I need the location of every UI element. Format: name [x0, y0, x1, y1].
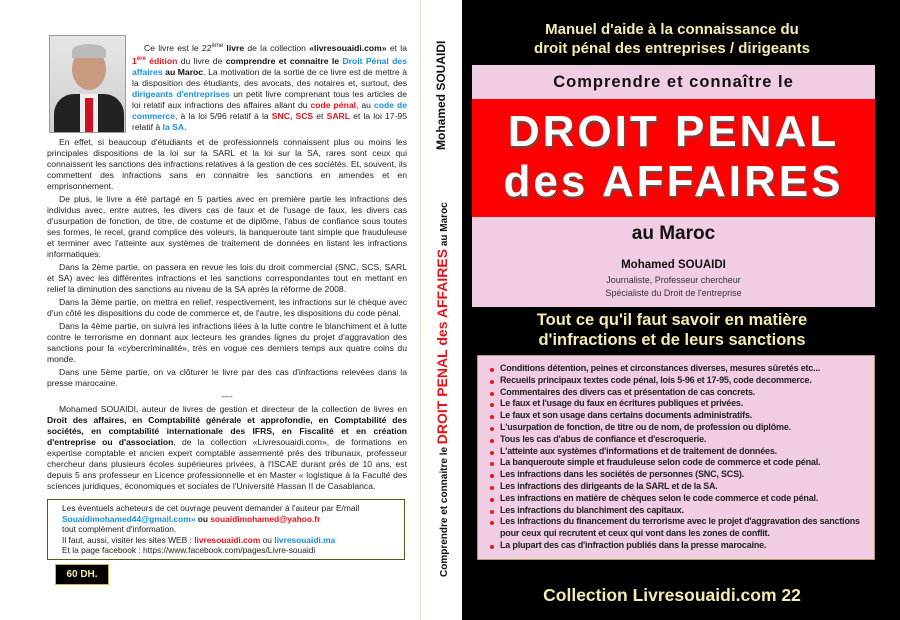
description-paragraph: De plus, le livre a été partagé en 5 parties avec en première partie les infractions des individus avec, entre autres, les divers cas de faux et de l'usage de faux, les divers cas d'usurpation de fonction, de titre, de costume et de diplôme, l'abus de confiance sous toutes ses formes, le recel, grand complice des voleurs, la banqueroute tant simple que frauduleuse et terminer avec l'atteinte aux systèmes de traitement de données en listant les infractions informatiques.	[47, 194, 407, 259]
intro-segment: ème	[211, 43, 224, 49]
intro-segment: livre	[223, 42, 245, 53]
topic-item: Les infractions dans les sociétés de personnes (SNC, SCS).	[490, 469, 868, 481]
author-role: Spécialiste du Droit de l'entreprise	[605, 288, 742, 298]
intro-segment: et la	[386, 42, 407, 53]
intro-paragraph	[47, 35, 407, 137]
separator: ----	[221, 391, 233, 401]
intro-segment: et la loi 17-95 relatif à	[132, 110, 407, 132]
intro-segment: ère	[136, 55, 146, 62]
topic-item: La banqueroute simple et frauduleuse selon code de commerce et code pénal.	[490, 457, 868, 469]
contact-line: tout complément d'information.	[62, 524, 177, 534]
intro-segment: édition	[145, 55, 178, 66]
intro-segment: SARL	[326, 110, 350, 121]
spine-author: Mohamed SOUAIDI	[434, 40, 448, 150]
topic-item: Le faux et l'usage du faux en écritures publiques et privées.	[490, 398, 868, 410]
topic-item: Les infractions en matière de chèques selon le code commerce et code pénal.	[490, 493, 868, 505]
website-link[interactable]: livresouaidi.ma	[274, 534, 336, 545]
intro-segment: , à la loi 5/96 relatif à la	[175, 110, 272, 121]
intro-segment: du livre de	[177, 55, 226, 66]
back-cover	[0, 0, 420, 620]
intro-segment: SNC, SCS	[271, 110, 314, 121]
facebook-line: Et la page facebook : https://www.facebook.com/pages/Livre-souaidi	[62, 545, 316, 555]
tagline: Tout ce qu'il faut savoir en matière d'infractions et de leurs sanctions	[536, 311, 808, 349]
intro-segment: . La motivation de la sortie de ce livre est de mettre à la disposition des étudiants, des avocats, des notaires et, surtout, des	[132, 66, 407, 88]
description-text	[47, 137, 407, 494]
intro-segment: 1	[132, 55, 137, 66]
author-bio: Mohamed SOUAIDI, auteur de livres de gestion et directeur de la collection de livres en Droit des affaires, en Comptabilité générale et approfondie, en Comptabilité des sociétés, en comptabilité internationale des IFRS, en Fiscalité et en création d'entreprise ou d'association, de la collection «Livresouaidi.com», de formations en expertise comptable et ancien expert comptable assermenté prés des tribunaux, professeur chercheur dans plusieurs écoles supérieures privées, à l'ISCAE durant prés de 10 ans, est depuis 5 ans professeur en Licence professionnelle et en Master « logistique à la Faculté des sciences juridiques, économiques et sociales de l'Université Hassan II de Casablanca.	[47, 404, 407, 491]
topic-item: Le faux et son usage dans certains documents administratifs.	[490, 410, 868, 422]
contact-box: Les éventuels acheteurs de cet ouvrage peuvent demander à l'auteur par E/mail Souaidimohamed44@gmail.com» ou souaidimohamed@yahoo.fr tout complément d'information. Il faut, aussi, visiter les sites WEB : livresouaidi.com ou livresouaidi.ma Et la page facebook : https://www.facebook.com/pages/Livre-souaidi	[47, 499, 405, 560]
spine-title: Comprendre et connaitre le DROIT PENAL des AFFAIRES au Maroc	[434, 202, 450, 577]
intro-segment: un petit livre comprenant tous les articles de loi relatif aux infractions des affaires allant du	[132, 88, 407, 110]
price-badge: 60 DH.	[55, 564, 109, 585]
topic-item: Recueils principaux textes code pénal, lois 5-96 et 17-95, code decommerce.	[490, 375, 868, 387]
intro-segment: dirigeants d'entreprises	[132, 88, 230, 99]
intro-segment: la SA	[162, 121, 185, 132]
intro-segment: Droit Pénal des affaires	[132, 55, 407, 77]
topic-item: Les infractions des dirigeants de la SARL et de la SA.	[490, 481, 868, 493]
topic-item: L'usurpation de fonction, de titre ou de nom, de profession ou diplôme.	[490, 422, 868, 434]
intro-segment: de la collection	[244, 42, 310, 53]
website-link[interactable]: livresouaidi.com	[194, 534, 261, 545]
intro-segment: code pénal	[310, 99, 356, 110]
contact-line: Il faut, aussi, visiter les sites WEB :	[62, 534, 195, 545]
topic-item: L'atteinte aux systèmes d'informations et de traitement de données.	[490, 446, 868, 458]
title-suffix: au Maroc	[631, 223, 716, 244]
contact-line: Les éventuels acheteurs de cet ouvrage peuvent demander à l'auteur par E/mail	[62, 503, 360, 513]
description-paragraph: Dans la 4ème partie, on suivra les infractions liées à la lutte contre le blanchiment et à lutte contre le terrorisme en donnant aux lecteurs les grandes lignes du projet d'aggravation des sanctions pour la «cybercriminalité», très en vogue ces derniers temps aux quatre coins du monde.	[47, 321, 407, 364]
front-cover	[462, 0, 900, 620]
intro-segment: code de commerce	[132, 99, 407, 121]
intro-segment: comprendre et connaitre le	[225, 55, 340, 66]
topic-item: Conditions détention, peines et circonstances diverses, mesures sûretés etc...	[490, 363, 868, 375]
topics-list	[477, 355, 875, 560]
topic-item: Commentaires des divers cas et présentation de cas concrets.	[490, 387, 868, 399]
topic-item: La plupart des cas d'infraction publiés dans la presse marocaine.	[490, 540, 868, 552]
title-lead: Comprendre et connaître le	[553, 73, 794, 91]
intro-segment: , au	[356, 99, 374, 110]
description-paragraph: Dans la 3ème partie, on mettra en relief, respectivement, les infractions sur le chèque avec d'un côté les dispositions du code de commerce et, de l'autre, les dispositions du code pénal.	[47, 297, 407, 318]
intro-segment: et	[313, 110, 327, 121]
email-link[interactable]: souaidimohamed@yahoo.fr	[210, 513, 321, 524]
contact-or: ou	[195, 513, 211, 524]
collection-label: Collection Livresouaidi.com 22	[543, 585, 801, 605]
description-paragraph: Dans la 2ème partie, on passera en revue les lois du droit commercial (SNC, SCS, SARL et SA) avec les différentes infractions et les sanctions correspondantes tout en mettant en relief la diminution des sanctions au niveau de la SA après la réforme de 2008.	[47, 262, 407, 294]
topic-item: Tous les cas d'abus de confiance et d'escroquerie.	[490, 434, 868, 446]
description-paragraph: En effet, si beaucoup d'étudiants et de professionnels connaissent plus ou moins les principales dispositions de la loi sur la SARL et la loi sur la SA, rares sont ceux qui connaissent les sanctions des infractions relatives à la gestion de ces sociétés. Et, souvent, ils commettent des infractions sans en connaitre les sanctions en amendes et en emprisonnement.	[47, 137, 407, 191]
title-box	[472, 65, 875, 307]
description-paragraph: Dans une 5ème partie, on va clôturer le livre par des cas d'infractions relevées dans la presse marocaine.	[47, 367, 407, 388]
intro-segment: «livresouaidi.com»	[309, 42, 387, 53]
author-name: Mohamed SOUAIDI	[621, 259, 726, 271]
intro-segment: au Maroc	[162, 66, 204, 77]
author-role: Journaliste, Professeur chercheur	[606, 275, 741, 285]
main-title: DROIT PENAL des AFFAIRES	[472, 99, 875, 217]
intro-segment: Ce livre est le 22	[144, 42, 212, 53]
intro-segment: .	[184, 121, 187, 132]
subtitle: Manuel d'aide à la connaissance du droit pénal des entreprises / dirigeants	[534, 21, 810, 57]
email-link[interactable]: Souaidimohamed44@gmail.com»	[62, 513, 196, 524]
author-photo	[49, 35, 126, 133]
topic-item: Les infractions du financement du terrorisme avec le projet d'aggravation des sanctions pour ceux qui recrutent et ceux qui vont dans les zones de conflit.	[490, 516, 868, 540]
topic-item: Les infractions du blanchiment des capitaux.	[490, 505, 868, 517]
